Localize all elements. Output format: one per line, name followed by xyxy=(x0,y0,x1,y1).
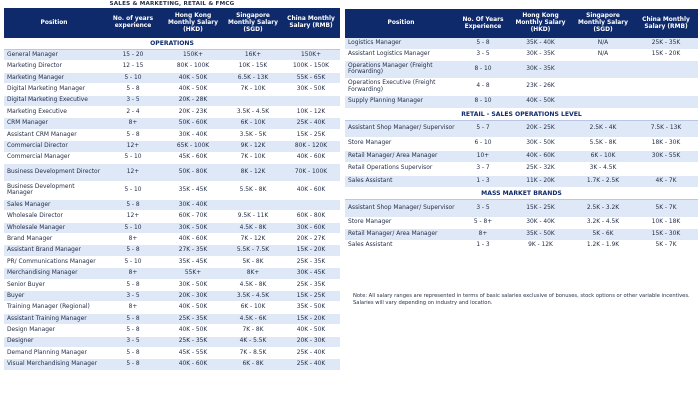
position-cell: Assistant Shop Manager/ Supervisor xyxy=(348,125,455,132)
salary-table-row xyxy=(4,107,340,118)
china-salary-cell: 30K - 55K xyxy=(651,152,681,159)
experience-cell: 3 - 5 xyxy=(476,51,490,58)
singapore-salary-cell: 6K - 8K xyxy=(242,361,264,368)
salary-table-row xyxy=(4,234,340,245)
hong-kong-salary-cell: 30K - 40K xyxy=(178,201,208,208)
experience-cell: 3 - 7 xyxy=(476,165,490,172)
position-cell: Assistant CRM Manager xyxy=(7,131,77,138)
left-salary-column xyxy=(4,0,340,371)
experience-cell: 4 - 8 xyxy=(476,83,490,90)
experience-cell: 12+ xyxy=(126,213,140,220)
experience-cell: 8+ xyxy=(478,230,488,237)
singapore-salary-cell: 1.2K - 1.9K xyxy=(586,242,620,249)
experience-cell: 10+ xyxy=(476,152,490,159)
singapore-salary-cell: 3.5K - 4.5K xyxy=(236,292,270,299)
singapore-salary-header: Singapore Monthly Salary (SGD) xyxy=(228,12,278,33)
salary-table-row xyxy=(345,163,698,176)
experience-cell: 12+ xyxy=(126,143,140,150)
singapore-salary-cell: 5.5K - 8K xyxy=(239,187,267,194)
experience-cell: 5 - 10 xyxy=(124,258,142,265)
singapore-salary-cell: 4.5K - 8K xyxy=(239,281,267,288)
mass-market-brands-table-body xyxy=(345,200,698,252)
left-table-header xyxy=(4,8,340,38)
hong-kong-salary-cell: 45K - 60K xyxy=(178,154,208,161)
hong-kong-salary-cell: 25K - 35K xyxy=(178,338,208,345)
china-salary-cell: 7.5K - 13K xyxy=(650,125,682,132)
position-cell: Digital Marketing Executive xyxy=(7,97,88,104)
hong-kong-salary-cell: 35K - 50K xyxy=(526,230,555,237)
position-cell: Assistant Brand Manager xyxy=(7,247,81,254)
position-cell: Wholesale Director xyxy=(7,213,63,220)
position-cell: Marketing Director xyxy=(7,63,62,70)
singapore-salary-cell: 5.5K - 8K xyxy=(589,140,617,147)
left-table-body xyxy=(4,50,340,371)
salary-table-row xyxy=(4,153,340,164)
salary-table-row xyxy=(345,96,698,109)
experience-cell: 5 - 10 xyxy=(124,187,142,194)
china-salary-cell: 55K - 65K xyxy=(296,74,326,81)
operations-section-title: OPERATIONS xyxy=(4,38,340,50)
logistics-table-body xyxy=(345,38,698,109)
china-salary-cell: 4K - 7K xyxy=(655,177,677,184)
position-cell: Design Manager xyxy=(7,327,56,334)
salary-table-row xyxy=(4,130,340,141)
salary-table-row xyxy=(345,50,698,62)
hong-kong-salary-cell: 65K - 100K xyxy=(176,143,210,150)
china-salary-cell: 5K - 7K xyxy=(655,204,677,211)
china-salary-header: China Monthly Salary (RMB) xyxy=(287,16,335,29)
hong-kong-salary-cell: 55K+ xyxy=(184,270,202,277)
experience-cell: 5 - 8 xyxy=(126,86,140,93)
singapore-salary-cell: 7K - 10K xyxy=(240,86,266,93)
singapore-salary-cell: N/A xyxy=(597,51,609,58)
china-salary-cell: 80K - 120K xyxy=(294,143,328,150)
position-cell: Commercial Director xyxy=(7,143,68,150)
salary-table-row xyxy=(4,223,340,234)
position-header: Position xyxy=(387,20,415,26)
hong-kong-salary-cell: 30K - 35K xyxy=(526,51,555,58)
china-salary-cell: 70K - 100K xyxy=(294,169,328,176)
china-salary-cell: 25K - 40K xyxy=(296,349,326,356)
salary-table-row xyxy=(4,359,340,370)
salary-table-row xyxy=(4,118,340,129)
hong-kong-salary-cell: 30K - 35K xyxy=(526,65,555,72)
hong-kong-salary-cell: 45K - 55K xyxy=(178,349,208,356)
salary-table-row xyxy=(4,302,340,313)
position-cell: Retail Manager/ Area Manager xyxy=(348,152,438,159)
singapore-salary-cell: 3K - 4.5K xyxy=(589,165,617,172)
retail-sales-operations-section-title: RETAIL - SALES OPERATIONS LEVEL xyxy=(345,109,698,121)
position-cell: Demand Planning Manager xyxy=(7,349,87,356)
position-cell: CRM Manager xyxy=(7,120,48,127)
experience-cell: 5 - 8 xyxy=(126,247,140,254)
china-salary-cell: 30K - 50K xyxy=(296,86,326,93)
salary-table-row xyxy=(345,38,698,50)
hong-kong-salary-cell: 35K - 45K xyxy=(178,187,208,194)
hong-kong-salary-cell: 40K - 50K xyxy=(178,327,208,334)
position-cell: Retail Operations Supervisor xyxy=(348,165,433,172)
experience-cell: 3 - 5 xyxy=(126,97,140,104)
hong-kong-salary-cell: 15K - 25K xyxy=(526,204,555,211)
experience-cell: 8+ xyxy=(128,120,138,127)
hong-kong-salary-header: Hong Kong Monthly Salary (HKD) xyxy=(515,13,566,33)
salary-table-row xyxy=(4,73,340,84)
china-salary-cell: 25K - 35K xyxy=(651,39,681,46)
hong-kong-salary-cell: 150K+ xyxy=(182,51,204,58)
hong-kong-salary-cell: 30K - 50K xyxy=(178,281,208,288)
experience-cell: 15 - 20 xyxy=(122,51,144,58)
position-cell: Visual Merchandising Manager xyxy=(7,361,98,368)
position-cell: Logistics Manager xyxy=(348,39,402,46)
experience-cell: 8+ xyxy=(128,270,138,277)
hong-kong-salary-cell: 40K - 50K xyxy=(178,74,208,81)
salary-note: Note: All salary ranges are represented in terms of basic salaries exclusive of bonuses, stock options or other variable incentives. Salaries will vary depending on industry and location. xyxy=(353,293,690,307)
experience-cell: 5 - 8 xyxy=(126,327,140,334)
china-salary-cell: 15K - 25K xyxy=(296,292,326,299)
china-salary-cell: 15K - 25K xyxy=(296,131,326,138)
right-salary-column xyxy=(345,0,698,252)
singapore-salary-cell: 7K - 12K xyxy=(240,235,266,242)
salary-table-row xyxy=(4,200,340,211)
experience-cell: 5 - 8 xyxy=(126,201,140,208)
china-salary-cell: 10K - 12K xyxy=(296,108,326,115)
position-cell: Assistant Logistics Manager xyxy=(348,51,430,58)
position-cell: Marketing Executive xyxy=(7,108,67,115)
position-cell: Training Manager (Regional) xyxy=(7,304,90,311)
hong-kong-salary-cell: 50K - 60K xyxy=(178,120,208,127)
position-cell: Marketing Manager xyxy=(7,74,65,81)
china-salary-cell: 15K - 30K xyxy=(651,230,681,237)
salary-table-row xyxy=(4,268,340,279)
singapore-salary-cell: 6K - 10K xyxy=(240,304,266,311)
hong-kong-salary-cell: 25K - 32K xyxy=(526,165,555,172)
position-cell: Retail Manager/ Area Manager xyxy=(348,230,438,237)
position-cell: Senior Buyer xyxy=(7,281,45,288)
hong-kong-salary-cell: 40K - 50K xyxy=(526,98,555,105)
position-cell: Brand Manager xyxy=(7,235,53,242)
salary-table-row xyxy=(4,348,340,359)
singapore-salary-cell: 10K - 15K xyxy=(238,63,268,70)
experience-cell: 5 - 8 xyxy=(126,315,140,322)
singapore-salary-cell: 3.2K - 4.5K xyxy=(586,219,620,226)
china-salary-cell: 25K - 35K xyxy=(296,281,326,288)
china-salary-cell: 40K - 50K xyxy=(296,327,326,334)
experience-cell: 1 - 3 xyxy=(476,242,490,249)
salary-table-row xyxy=(345,200,698,218)
hong-kong-salary-cell: 20K - 25K xyxy=(526,125,555,132)
salary-table-row xyxy=(4,164,340,182)
experience-cell: 5 - 8 xyxy=(126,349,140,356)
position-cell: Assistant Training Manager xyxy=(7,315,87,322)
experience-header: No. Of Years Experience xyxy=(462,16,504,30)
singapore-salary-cell: 5.5K - 7.5K xyxy=(236,247,270,254)
singapore-salary-cell: 7K - 10K xyxy=(240,154,266,161)
singapore-salary-cell: N/A xyxy=(597,39,609,46)
singapore-salary-cell: 1.7K - 2.5K xyxy=(586,177,620,184)
china-salary-cell: 20K - 27K xyxy=(296,235,326,242)
china-salary-cell: 15K - 20K xyxy=(651,51,681,58)
singapore-salary-cell: 6.5K - 13K xyxy=(237,74,269,81)
salary-table-row xyxy=(4,141,340,152)
hong-kong-salary-cell: 80K - 100K xyxy=(176,63,210,70)
salary-table-row xyxy=(345,138,698,151)
singapore-salary-cell: 5K - 8K xyxy=(242,258,264,265)
hong-kong-salary-cell: 30K - 50K xyxy=(526,140,555,147)
hong-kong-salary-cell: 50K - 80K xyxy=(178,169,208,176)
hong-kong-salary-cell: 20K - 30K xyxy=(178,292,208,299)
salary-table-row xyxy=(4,182,340,200)
position-cell: PR/ Communications Manager xyxy=(7,258,96,265)
experience-cell: 8+ xyxy=(128,235,138,242)
singapore-salary-cell: 9K - 12K xyxy=(240,143,266,150)
position-cell: Designer xyxy=(7,338,34,345)
position-cell: Operations Executive (Freight Forwarding) xyxy=(348,80,436,93)
hong-kong-salary-cell: 20K - 28K xyxy=(178,97,208,104)
china-salary-cell: 25K - 40K xyxy=(296,361,326,368)
experience-cell: 5 - 7 xyxy=(476,125,490,132)
experience-cell: 1 - 3 xyxy=(476,177,490,184)
position-cell: Business Development Manager xyxy=(7,183,75,197)
hong-kong-salary-cell: 27K - 35K xyxy=(178,247,208,254)
china-salary-cell: 15K - 20K xyxy=(296,315,326,322)
position-cell: General Manager xyxy=(7,51,58,58)
salary-table-row xyxy=(4,245,340,256)
salary-table-row xyxy=(4,50,340,61)
salary-table-row xyxy=(4,337,340,348)
singapore-salary-header: Singapore Monthly Salary (SGD) xyxy=(578,13,628,33)
singapore-salary-cell: 8K - 12K xyxy=(240,169,266,176)
salary-table-row xyxy=(4,257,340,268)
position-cell: Sales Assistant xyxy=(348,177,393,184)
salary-table-row xyxy=(345,229,698,241)
hong-kong-salary-cell: 40K - 60K xyxy=(178,361,208,368)
hong-kong-salary-cell: 35K - 45K xyxy=(178,258,208,265)
position-cell: Operations Manager (Freight Forwarding) xyxy=(348,62,433,76)
salary-table-row xyxy=(4,280,340,291)
experience-cell: 2 - 4 xyxy=(126,108,140,115)
singapore-salary-cell: 2.5K - 4K xyxy=(589,125,617,132)
singapore-salary-cell: 5K - 6K xyxy=(592,230,614,237)
position-cell: Business Development Director xyxy=(7,169,101,176)
position-cell: Assistant Shop Manager/ Supervisor xyxy=(348,204,455,211)
china-salary-cell: 10K - 18K xyxy=(651,219,681,226)
china-salary-cell: 25K - 40K xyxy=(296,120,326,127)
position-cell: Digital Marketing Manager xyxy=(7,86,86,93)
hong-kong-salary-cell: 40K - 50K xyxy=(178,304,208,311)
hong-kong-salary-cell: 11K - 20K xyxy=(526,177,555,184)
position-cell: Merchandising Manager xyxy=(7,270,78,277)
china-salary-cell: 30K - 45K xyxy=(296,270,326,277)
china-salary-cell: 60K - 80K xyxy=(296,213,326,220)
china-salary-cell: 5K - 7K xyxy=(655,242,677,249)
singapore-salary-cell: 6K - 10K xyxy=(590,152,616,159)
china-salary-cell: 100K - 150K xyxy=(292,63,330,70)
experience-cell: 8 - 10 xyxy=(474,65,492,72)
retail-sales-operations-table-body xyxy=(345,121,698,189)
china-salary-cell: 15K - 20K xyxy=(296,247,326,254)
experience-cell: 5 - 8+ xyxy=(473,219,493,226)
experience-cell: 3 - 5 xyxy=(126,338,140,345)
position-cell: Store Manager xyxy=(348,219,392,226)
right-table-header xyxy=(345,9,698,38)
singapore-salary-cell: 4K - 5.5K xyxy=(239,338,267,345)
hong-kong-salary-cell: 30K - 50K xyxy=(178,224,208,231)
hong-kong-salary-cell: 25K - 35K xyxy=(178,315,208,322)
experience-cell: 8 - 10 xyxy=(474,98,492,105)
experience-cell: 3 - 5 xyxy=(126,292,140,299)
hong-kong-salary-cell: 20K - 23K xyxy=(178,108,208,115)
experience-cell: 6 - 10 xyxy=(474,140,492,147)
salary-table-row xyxy=(4,325,340,336)
china-salary-header: China Monthly Salary (RMB) xyxy=(642,16,690,30)
hong-kong-salary-header: Hong Kong Monthly Salary (HKD) xyxy=(168,12,218,33)
china-salary-cell: 18K - 30K xyxy=(651,140,681,147)
experience-cell: 5 - 8 xyxy=(126,131,140,138)
experience-cell: 12 - 15 xyxy=(122,63,144,70)
singapore-salary-cell: 7K - 8.5K xyxy=(239,349,267,356)
singapore-salary-cell: 7K - 8K xyxy=(242,327,264,334)
salary-table-row xyxy=(4,314,340,325)
singapore-salary-cell: 6K - 10K xyxy=(240,120,266,127)
china-salary-cell: 40K - 60K xyxy=(296,187,326,194)
hong-kong-salary-cell: 23K - 26K xyxy=(526,83,555,90)
singapore-salary-cell: 3.5K - 4.5K xyxy=(236,108,270,115)
experience-cell: 12+ xyxy=(126,169,140,176)
china-salary-cell: 25K - 35K xyxy=(296,258,326,265)
hong-kong-salary-cell: 60K - 70K xyxy=(178,213,208,220)
china-salary-cell: 150K+ xyxy=(300,51,322,58)
document-title: SALES & MARKETING, RETAIL & FMCG xyxy=(109,1,235,7)
singapore-salary-cell: 4.5K - 8K xyxy=(239,224,267,231)
china-salary-cell: 40K - 60K xyxy=(296,154,326,161)
salary-table-row xyxy=(345,151,698,164)
hong-kong-salary-cell: 40K - 50K xyxy=(178,86,208,93)
mass-market-brands-section-title: MASS MARKET BRANDS xyxy=(345,188,698,200)
singapore-salary-cell: 2.5K - 3.2K xyxy=(586,204,620,211)
position-cell: Sales Assistant xyxy=(348,242,393,249)
salary-table-row xyxy=(4,96,340,107)
experience-cell: 8+ xyxy=(128,304,138,311)
hong-kong-salary-cell: 30K - 40K xyxy=(526,219,555,226)
salary-table-row xyxy=(4,84,340,95)
experience-header: No. of years experience xyxy=(112,16,154,29)
hong-kong-salary-cell: 30K - 40K xyxy=(178,131,208,138)
position-cell: Commercial Manager xyxy=(7,154,70,161)
experience-cell: 5 - 10 xyxy=(124,74,142,81)
position-cell: Wholesale Manager xyxy=(7,224,66,231)
salary-table-row xyxy=(345,218,698,230)
salary-table-row xyxy=(4,291,340,302)
singapore-salary-cell: 4.5K - 6K xyxy=(239,315,267,322)
experience-cell: 5 - 10 xyxy=(124,224,142,231)
hong-kong-salary-cell: 40K - 60K xyxy=(526,152,555,159)
china-salary-cell: 20K - 30K xyxy=(296,338,326,345)
salary-table-row xyxy=(345,176,698,189)
china-salary-cell: 30K - 60K xyxy=(296,224,326,231)
position-cell: Supply Planning Manager xyxy=(348,98,424,105)
position-cell: Store Manager xyxy=(348,140,392,147)
singapore-salary-cell: 16K+ xyxy=(244,51,262,58)
experience-cell: 5 - 8 xyxy=(126,281,140,288)
experience-cell: 5 - 8 xyxy=(476,39,490,46)
hong-kong-salary-cell: 40K - 60K xyxy=(178,235,208,242)
position-cell: Sales Manager xyxy=(7,201,51,208)
hong-kong-salary-cell: 35K - 40K xyxy=(526,39,555,46)
singapore-salary-cell: 9.5K - 11K xyxy=(237,213,269,220)
singapore-salary-cell: 3.5K - 5K xyxy=(239,131,267,138)
salary-table-row xyxy=(4,61,340,72)
salary-table-row xyxy=(345,121,698,139)
hong-kong-salary-cell: 9K - 12K xyxy=(528,242,553,249)
experience-cell: 5 - 8 xyxy=(126,361,140,368)
china-salary-cell: 35K - 50K xyxy=(296,304,326,311)
position-cell: Buyer xyxy=(7,292,25,299)
experience-cell: 5 - 10 xyxy=(124,154,142,161)
salary-table-row xyxy=(345,61,698,79)
salary-table-row xyxy=(345,241,698,253)
singapore-salary-cell: 8K+ xyxy=(246,270,260,277)
salary-table-row xyxy=(4,211,340,222)
experience-cell: 3 - 5 xyxy=(476,204,490,211)
position-header: Position xyxy=(40,19,68,26)
salary-table-row xyxy=(345,79,698,97)
